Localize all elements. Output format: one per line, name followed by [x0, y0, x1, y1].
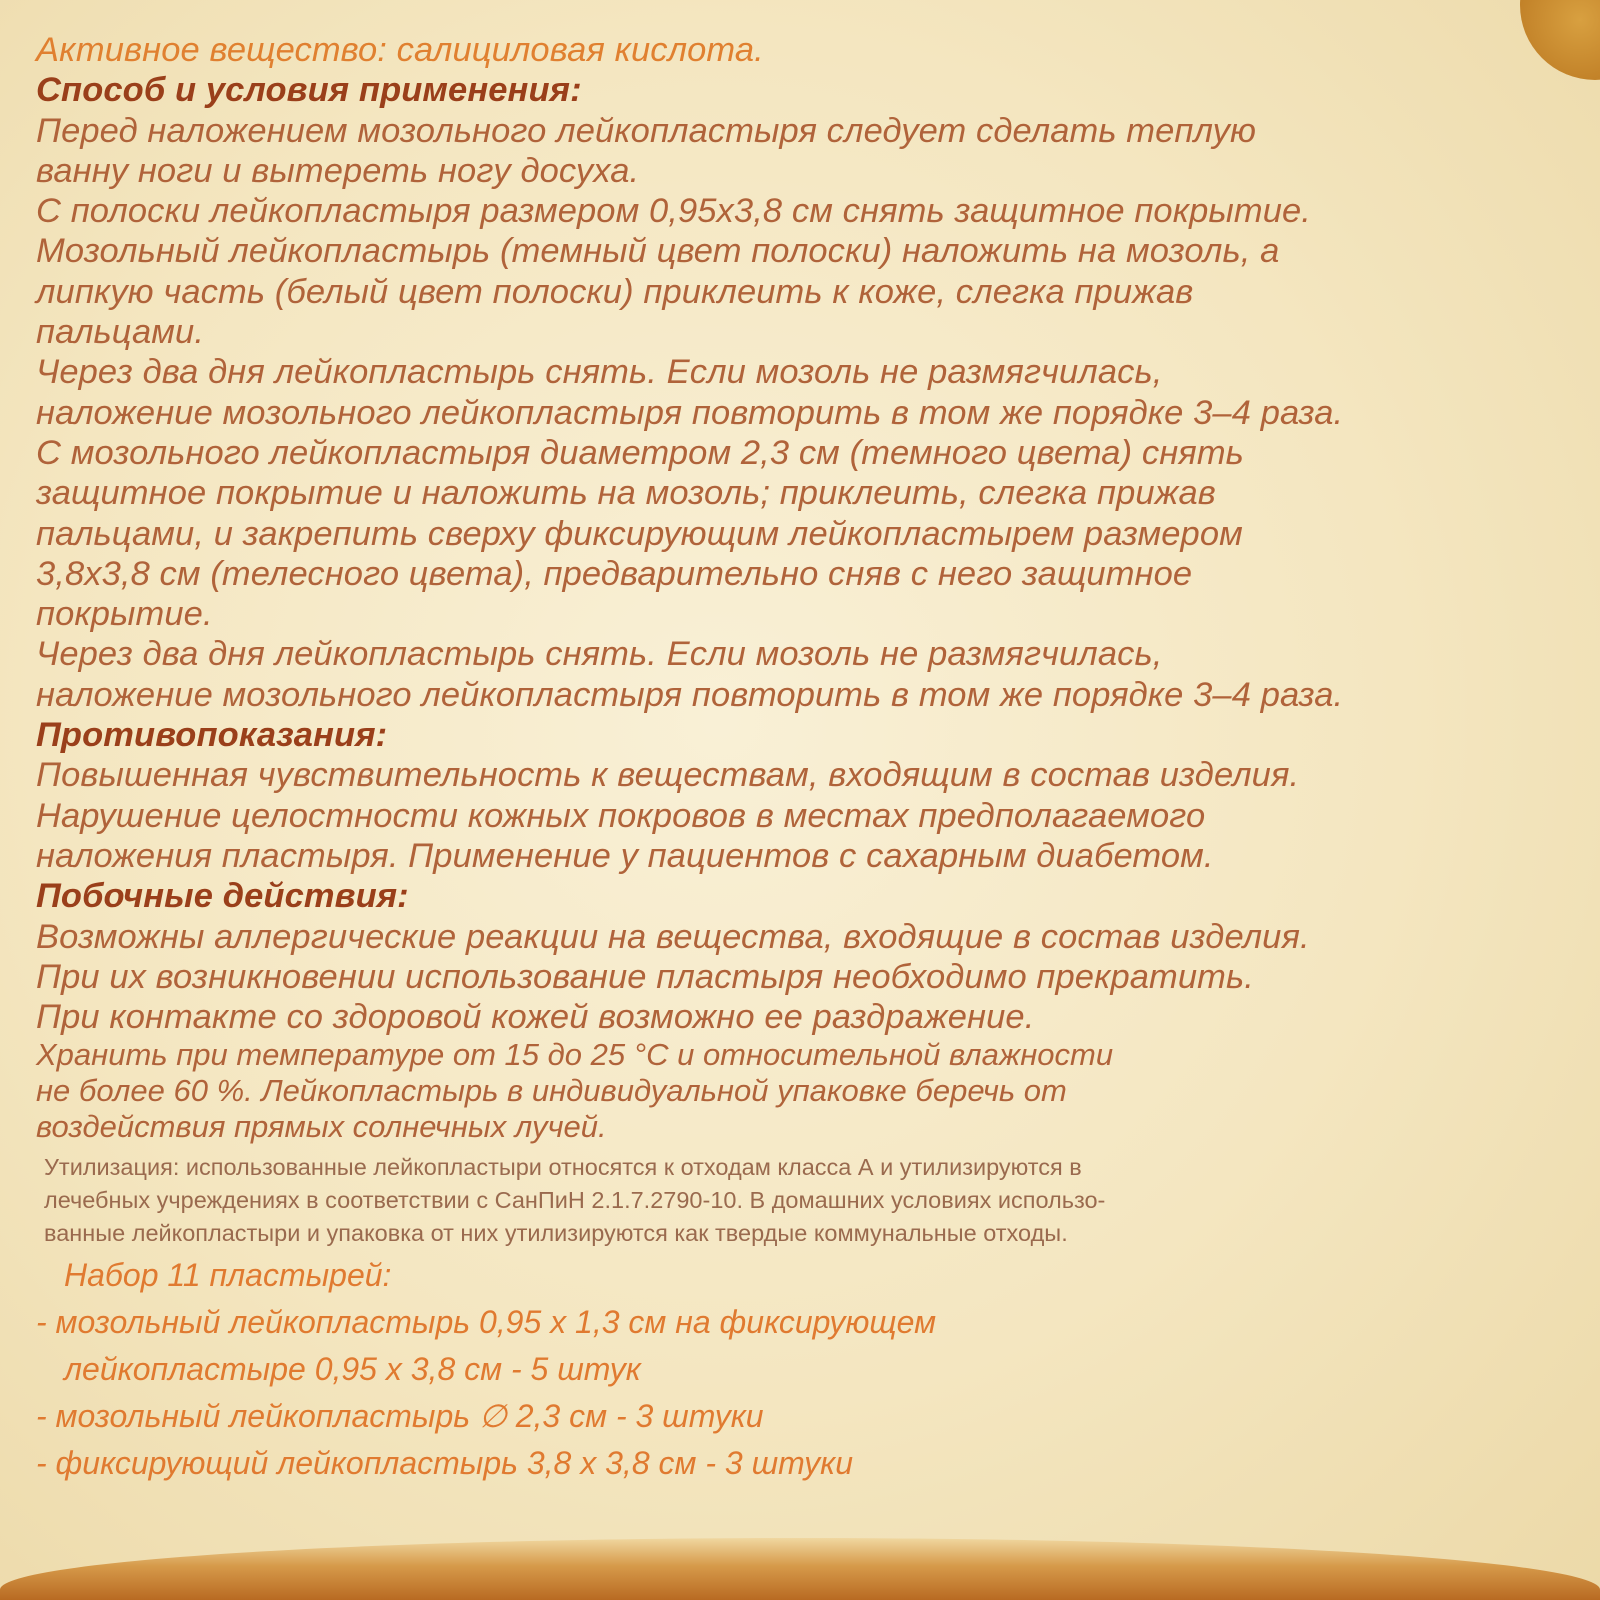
disposal-line: лечебных учреждениях в соответствии с СанПиН 2.1.7.2790-10. В домашних условиях использо-: [44, 1187, 1106, 1214]
usage-line: наложение мозольного лейкопластыря повторить в том же порядке 3–4 раза.: [36, 675, 1344, 714]
side-effects-heading: Побочные действия:: [36, 877, 409, 916]
storage-line: Хранить при температуре от 15 до 25 °С и относительной влажности: [36, 1037, 1114, 1073]
active-substance: Активное вещество: салициловая кислота.: [36, 31, 764, 69]
usage-line: 3,8х3,8 см (телесного цвета), предварительно сняв с него защитное: [36, 554, 1193, 593]
side-effects-line: Возможны аллергические реакции на вещества, входящие в состав изделия.: [36, 917, 1310, 956]
usage-line: Через два дня лейкопластырь снять. Если мозоль не размягчилась,: [36, 353, 1163, 392]
storage-line: не более 60 %. Лейкопластырь в индивидуальной упаковке беречь от: [36, 1073, 1067, 1109]
kit-item: - мозольный лейкопластырь ∅ 2,3 см - 3 штуки: [36, 1398, 764, 1435]
contraindications-text: [36, 755, 1581, 876]
kit-title: Набор 11 пластырей:: [64, 1257, 392, 1294]
usage-line: С мозольного лейкопластыря диаметром 2,3 см (темного цвета) снять: [36, 433, 1244, 472]
usage-line: Перед наложением мозольного лейкопластыря следует сделать теплую: [36, 111, 1257, 150]
usage-line: Через два дня лейкопластырь снять. Если мозоль не размягчилась,: [36, 635, 1163, 674]
disposal-text: [36, 1151, 1581, 1250]
usage-line: Мозольный лейкопластырь (темный цвет полоски) наложить на мозоль, а: [36, 232, 1280, 271]
contraindications-line: Нарушение целостности кожных покровов в местах предполагаемого: [36, 796, 1206, 835]
storage-line: воздействия прямых солнечных лучей.: [36, 1109, 607, 1145]
disposal-line: ванные лейкопластыри и упаковка от них утилизируются как твердые коммунальные отходы.: [44, 1220, 1068, 1247]
instruction-text: [36, 30, 1581, 1485]
kit-item: - мозольный лейкопластырь 0,95 х 1,3 см на фиксирующем: [36, 1304, 937, 1341]
usage-heading: Способ и условия применения:: [36, 71, 582, 110]
usage-line: С полоски лейкопластыря размером 0,95х3,8 см снять защитное покрытие.: [36, 192, 1311, 231]
side-effects-line: При их возникновении использование пластыря необходимо прекратить.: [36, 957, 1254, 996]
contraindications-line: Повышенная чувствительность к веществам, входящим в состав изделия.: [36, 756, 1300, 795]
kit-item: лейкопластыре 0,95 х 3,8 см - 5 штук: [64, 1351, 641, 1388]
usage-text: [36, 111, 1581, 715]
kit-item: - фиксирующий лейкопластырь 3,8 х 3,8 см - 3 штуки: [36, 1445, 853, 1482]
side-effects-text: [36, 917, 1581, 1038]
side-effects-line: При контакте со здоровой кожей возможно ее раздражение.: [36, 998, 1035, 1037]
usage-line: липкую часть (белый цвет полоски) приклеить к коже, слегка прижав: [36, 272, 1194, 311]
storage-text: [36, 1037, 1581, 1145]
contraindications-line: наложения пластыря. Применение у пациентов с сахарным диабетом.: [36, 836, 1214, 875]
usage-line: наложение мозольного лейкопластыря повторить в том же порядке 3–4 раза.: [36, 393, 1344, 432]
usage-line: ванну ноги и вытереть ногу досуха.: [36, 151, 640, 190]
contraindications-heading: Противопоказания:: [36, 716, 388, 755]
usage-line: защитное покрытие и наложить на мозоль; приклеить, слегка прижав: [36, 474, 1216, 513]
usage-line: пальцами.: [36, 313, 205, 352]
kit-contents: [36, 1254, 1581, 1485]
usage-line: покрытие.: [36, 595, 213, 634]
disposal-line: Утилизация: использованные лейкопластыри относятся к отходам класса А и утилизируются в: [44, 1154, 1082, 1181]
usage-line: пальцами, и закрепить сверху фиксирующим лейкопластырем размером: [36, 514, 1243, 553]
